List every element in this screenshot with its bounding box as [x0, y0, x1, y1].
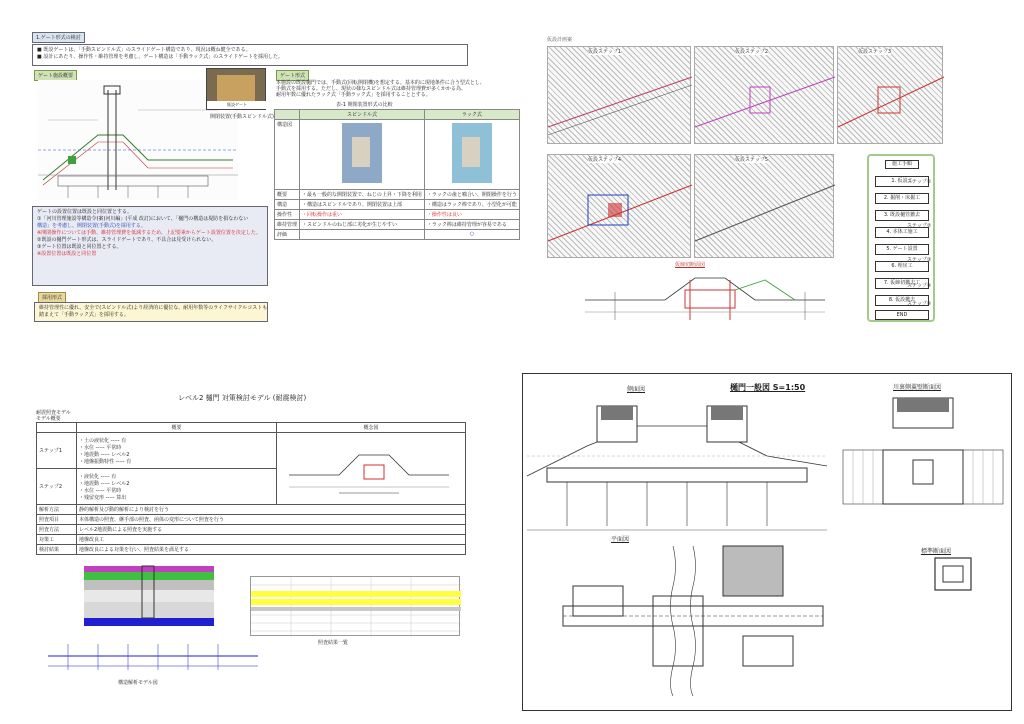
- row-text-line: ・地震動 ----- レベル2: [79, 451, 130, 458]
- row-group: ステップ2: [37, 469, 77, 505]
- notes-box: [32, 206, 268, 286]
- step-label: 仮設ステップ5: [735, 157, 769, 163]
- standard-section-drawing: [933, 554, 973, 594]
- row-text: 本体構造の照査、継手部の照査、函体の変形について照査を行う: [77, 515, 466, 525]
- row-cell: [300, 230, 425, 240]
- row-cell: ・構造はスピンドルであり、開閉装置は上部: [300, 200, 425, 210]
- row-group: ステップ1: [37, 433, 77, 469]
- table-header: スピンドル式: [300, 110, 425, 120]
- note-line: 構造」を考慮し、開閉装置(手動式)を採用する。: [37, 223, 146, 229]
- flow-step: END: [875, 310, 929, 320]
- model-chart: [48, 634, 258, 678]
- sheet-title: 樋門一般図 S=1:50: [730, 383, 806, 392]
- row-text-line: ・土の液状化 ----- 有: [79, 437, 127, 444]
- bullet-1: ■ 既設ゲートは、「手動スピンドル式」のスライドゲート構造であり、現況は概ね健全である。: [37, 47, 251, 53]
- note-line: ゲートの設置位置は既設と同位置とする。: [37, 209, 133, 215]
- side-view-drawing: [527, 396, 827, 536]
- plan-view-label: 平面図: [611, 536, 630, 543]
- row-text: [77, 433, 277, 469]
- row-label: 構造: [275, 200, 300, 210]
- step-label: 仮設ステップ1: [588, 49, 622, 55]
- step-drawing-4: [547, 154, 691, 258]
- flow-step: 8. 仮設撤去: [875, 295, 929, 306]
- row-text: 地盤改良による対策を行い、照査結果を満足する: [77, 545, 466, 555]
- row-text-line: ・地盤振動特性 ----- 有: [79, 458, 132, 465]
- plan-view-drawing: [563, 546, 823, 696]
- step-drawing-1: [547, 46, 691, 144]
- row-text: レベル2地震動による照査を実施する: [77, 525, 466, 535]
- cofferdam-section-drawing: [585, 270, 825, 326]
- flow-step: 2. 掘削・床掘工: [875, 193, 929, 204]
- sheet-header: 仮設計画案: [547, 37, 573, 43]
- row-cell: ・スピンドルのねじ部に劣化が生じやすい: [300, 220, 425, 230]
- soil-layer-model: [84, 566, 214, 626]
- step-label: 仮設ステップ4: [588, 157, 622, 163]
- row-cell: ○: [424, 230, 519, 240]
- flow-step: 4. 本体工施工: [875, 227, 929, 238]
- flow-step-label: ステップ③: [907, 257, 932, 263]
- section-label: 標準断面図: [921, 548, 952, 555]
- conclusion-line: 踏まえて「手動ラック式」を採用する。: [39, 312, 129, 318]
- result-table-label: 照査結果一覧: [318, 640, 349, 646]
- flow-step: 5. ゲート設置: [875, 244, 929, 255]
- gate-study-sheet: [30, 30, 517, 330]
- step-label: 仮設ステップ3: [858, 49, 892, 55]
- row-group: 照査項目: [37, 515, 77, 525]
- intro-bullets: [32, 44, 468, 66]
- row-group: 検討結果: [37, 545, 77, 555]
- row-text-line: ・水位 ----- 平常時: [79, 487, 122, 494]
- general-drawing-sheet: [522, 373, 1012, 711]
- flow-step: 6. 埋戻工: [875, 261, 929, 272]
- row-text: 地盤改良工: [77, 535, 466, 545]
- conclusion-box: [34, 302, 268, 322]
- row-label: 概要: [275, 190, 300, 200]
- note-line: ③ゲート位置は既設と同位置とする。: [37, 244, 122, 250]
- row-group: 照査方法: [37, 525, 77, 535]
- row-label: 構造図: [275, 120, 300, 190]
- section-header: 1.ゲート形式の検討: [32, 32, 85, 43]
- row-cell: ・最も一般的な開閉装置で、ねじの上昇・下降を利用: [300, 190, 425, 200]
- model-table: [36, 422, 466, 555]
- step-label: 仮設ステップ2: [735, 49, 769, 55]
- bullet-2: ■ 設計にあたり、操作性・維持管理を考慮し、ゲート構造は「手動ラック式」のスライドゲートを採用した。: [37, 54, 283, 60]
- concept-diagram-cell: [277, 433, 466, 505]
- row-label: 評価: [275, 230, 300, 240]
- note-line: ※開閉操作については手動、維持管理費を低減するため、上記要素からゲート設置位置を決定した。: [37, 230, 261, 236]
- corner-label: モデル概要: [36, 416, 61, 422]
- gate-form-tag: ゲート形式: [276, 70, 309, 81]
- flow-step: 7. 仮締切撤去工: [875, 278, 929, 289]
- result-table: [250, 576, 460, 636]
- flow-step-label: ステップ①: [907, 179, 932, 185]
- row-cell: ・操作性は良い: [424, 210, 519, 220]
- photo-caption: 既設ゲート: [207, 101, 267, 109]
- gate-text-line: 本施設の既設樋門では、手動式(回転開閉機)を想定する。基本的に現地条件に合う型式とし、: [276, 80, 485, 86]
- row-group: 解析方法: [37, 505, 77, 515]
- row-text: [77, 469, 277, 505]
- conclusion-line: 維持管理性に優れ、安全で(スピンドル式)より経済的に優位な、耐用年数等のライフサイクルコストも: [39, 305, 268, 311]
- flow-step-label: ステップ④: [907, 283, 932, 289]
- row-text: 静的解析及び動的解析により検討を行う: [77, 505, 466, 515]
- gate-structure-tag: ゲート施設概要: [34, 70, 77, 81]
- temporary-works-sheet: [545, 36, 945, 331]
- rack-image-cell: [424, 120, 519, 190]
- row-text-line: ・残留変形 ----- 算出: [79, 494, 127, 501]
- flow-step-label: ステップ⑤: [907, 301, 932, 307]
- note-line: ※設置位置は既設と同位置: [37, 251, 97, 257]
- flow-step: 3. 既設樋管撤去: [875, 210, 929, 221]
- col-header: [37, 423, 77, 433]
- sheet-title: レベル2 樋門 対策検討モデル (耐震検討): [178, 394, 307, 402]
- row-cell: ・ラックの歯と噛合い、開閉操作を行う: [424, 190, 519, 200]
- front-view-drawing: [843, 394, 1003, 514]
- conclusion-tag: 採用形式: [38, 292, 66, 303]
- table-header: ラック式: [424, 110, 519, 120]
- row-text-line: ・地震動 ----- レベル2: [79, 480, 130, 487]
- step-drawing-3: [837, 46, 943, 144]
- note-line: ①「河川管理施設等構造令(案)河川編」(平成 改訂)において、「樋門の構造は堤防を損なわない: [37, 216, 249, 222]
- step-drawing-5: [694, 154, 834, 258]
- spindle-image-cell: [300, 120, 425, 190]
- col-header: 概要: [77, 423, 277, 433]
- flow-step: 1. 仮設工: [875, 176, 929, 187]
- row-text-line: ・水位 ----- 平常時: [79, 444, 122, 451]
- front-view-label: 川裏側翼壁断面図: [893, 384, 942, 391]
- col-header: 概念図: [277, 423, 466, 433]
- side-view-label: 側面図: [627, 386, 646, 393]
- row-group: 対策工: [37, 535, 77, 545]
- row-cell: ・構造はラック棒であり、小型化が可能: [424, 200, 519, 210]
- note-line: ②既設の樋門ゲート形式は、スライドゲートであり、不具合は見受けられない。: [37, 237, 217, 243]
- section-label: 仮締切断面図: [675, 262, 706, 268]
- corner-label: 耐震照査モデル: [36, 410, 71, 416]
- table-header: [275, 110, 300, 120]
- row-label: 操作性: [275, 210, 300, 220]
- row-text-line: ・液状化 ----- 有: [79, 473, 117, 480]
- flow-step-label: ステップ②: [907, 223, 932, 229]
- row-label: 維持管理: [275, 220, 300, 230]
- gate-form-text: [276, 80, 485, 98]
- photo-note: 開閉装置(手動スピンドル式): [210, 114, 274, 120]
- row-cell: ・ラック棒は維持管理が容易である: [424, 220, 519, 230]
- table-title: 表-1 開閉装置形式の比較: [336, 102, 393, 108]
- comparison-table: [274, 109, 520, 240]
- gate-text-line: 耐用年数に優れたラック式「手動ラック式」を採用することとする。: [276, 92, 431, 98]
- step-drawing-2: [694, 46, 834, 144]
- existing-gate-photo: [206, 68, 266, 110]
- concept-diagram: [279, 435, 459, 501]
- chart-label: 構造解析モデル図: [118, 680, 158, 686]
- seismic-model-sheet: [28, 390, 476, 690]
- gate-text-line: 手動式を採用する。ただし、現状の様なスピンドル式は維持管理費が多くかかる為、: [276, 86, 467, 92]
- row-cell: ・回転操作は重い: [300, 210, 425, 220]
- flow-title: 施工手順: [885, 160, 919, 169]
